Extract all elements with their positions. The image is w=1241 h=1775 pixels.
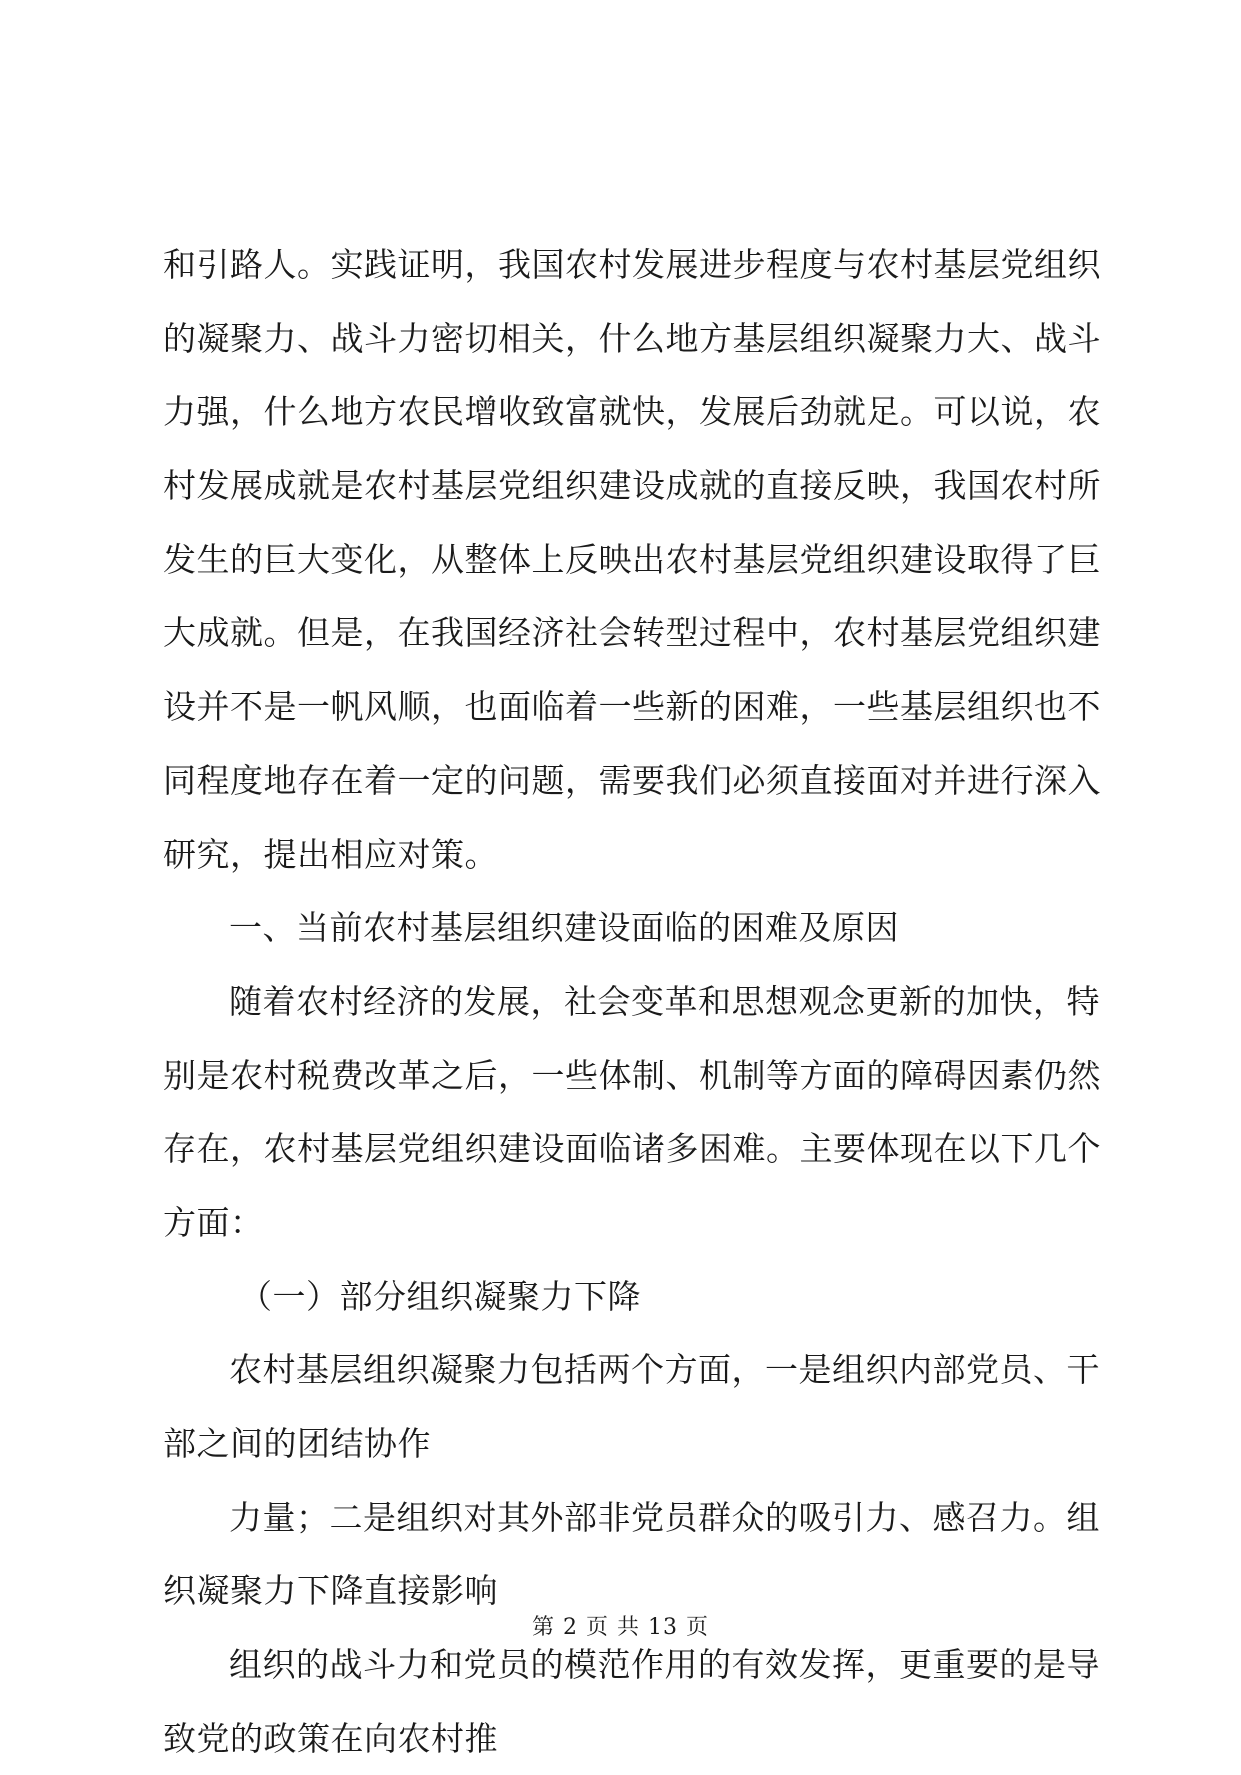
text-line: 部之间的团结协作 — [163, 1424, 431, 1463]
text-line: 致党的政策在向农村推 — [163, 1718, 498, 1758]
body-text — [163, 228, 1101, 1775]
text-line: 别是农村税费改革之后，一些体制、机制等方面的障碍因素仍然 — [163, 1055, 1101, 1095]
text-line: 的凝聚力、战斗力密切相关，什么地方基层组织凝聚力大、战斗 — [163, 318, 1101, 358]
text-line: 设并不是一帆风顺，也面临着一些新的困难，一些基层组织也不 — [163, 687, 1101, 727]
subsection-heading: （一）部分组织凝聚力下降 — [239, 1276, 641, 1316]
section-heading: 一、当前农村基层组织建设面临的困难及原因 — [229, 908, 899, 948]
text-line: 研究，提出相应对策。 — [163, 834, 498, 874]
text-line: 随着农村经济的发展，社会变革和思想观念更新的加快，特 — [229, 981, 1100, 1021]
text-line: 方面： — [163, 1202, 264, 1242]
text-line: 村发展成就是农村基层党组织建设成就的直接反映，我国农村所 — [163, 466, 1101, 506]
text-line: 力强，什么地方农民增收致富就快，发展后劲就足。可以说，农 — [163, 392, 1101, 432]
text-line: 大成就。但是，在我国经济社会转型过程中，农村基层党组织建 — [163, 613, 1101, 653]
text-line: 同程度地存在着一定的问题，需要我们必须直接面对并进行深入 — [163, 760, 1101, 800]
text-line: 组织的战斗力和党员的模范作用的有效发挥，更重要的是导 — [229, 1645, 1100, 1685]
text-line: 力量；二是组织对其外部非党员群众的吸引力、感召力。组 — [229, 1497, 1100, 1537]
text-line: 农村基层组织凝聚力包括两个方面，一是组织内部党员、干 — [229, 1350, 1100, 1390]
text-line: 和引路人。实践证明，我国农村发展进步程度与农村基层党组织 — [163, 245, 1101, 284]
text-line: 发生的巨大变化，从整体上反映出农村基层党组织建设取得了巨 — [163, 539, 1101, 579]
text-line: 织凝聚力下降直接影响 — [163, 1571, 498, 1611]
page-number-footer: 第 2 页 共 13 页 — [532, 1615, 709, 1640]
text-line: 存在，农村基层党组织建设面临诸多困难。主要体现在以下几个 — [163, 1129, 1101, 1169]
